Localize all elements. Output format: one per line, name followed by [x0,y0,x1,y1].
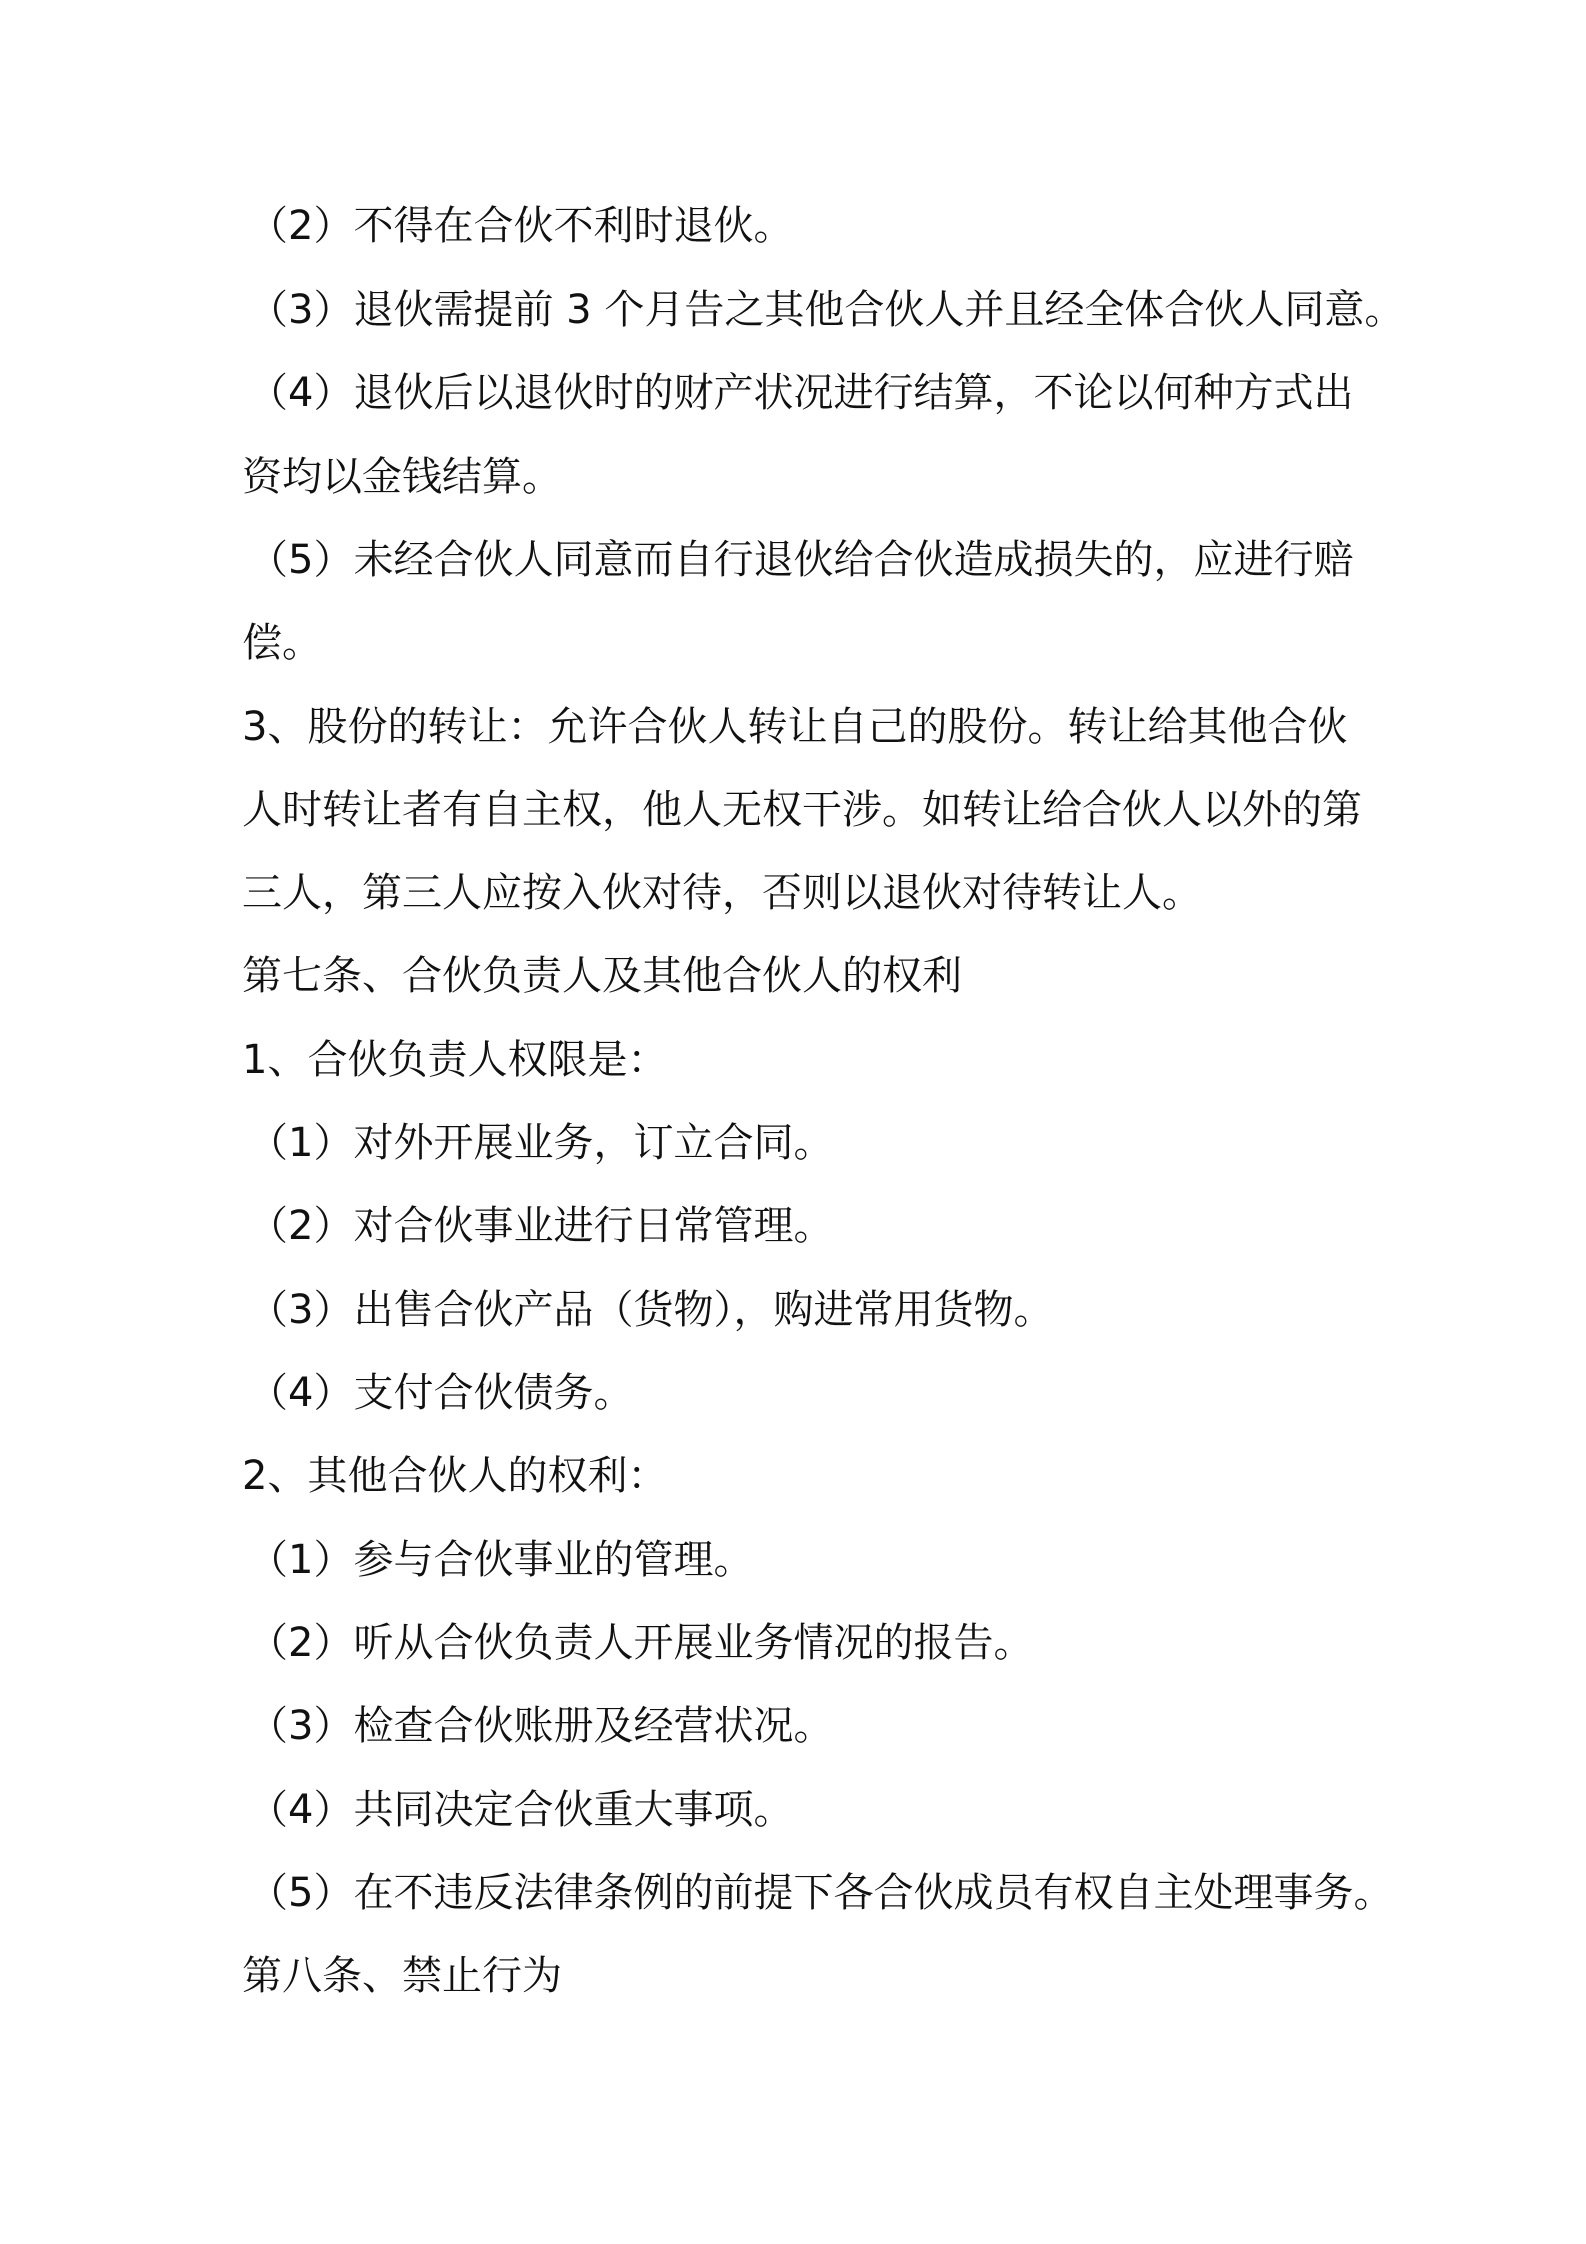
text-line: 三人，第三人应按入伙对待，否则以退伙对待转让人。 [242,870,1202,916]
text-line: 偿。 [242,620,322,666]
text-line: 2、其他合伙人的权利： [242,1453,668,1499]
text-line: （3）检查合伙账册及经营状况。 [248,1703,834,1749]
text-line: （4）退伙后以退伙时的财产状况进行结算，不论以何种方式出 [248,370,1354,416]
text-line: （5）在不违反法律条例的前提下各合伙成员有权自主处理事务。 [248,1870,1394,1916]
text-line: （1）对外开展业务，订立合同。 [248,1120,834,1166]
text-line: （3）出售合伙产品（货物），购进常用货物。 [248,1287,1054,1333]
text-line: （2）听从合伙负责人开展业务情况的报告。 [248,1620,1034,1666]
text-line: （3）退伙需提前 3 个月告之其他合伙人并且经全体合伙人同意。 [248,287,1405,333]
text-line: 人时转让者有自主权，他人无权干涉。如转让给合伙人以外的第 [242,787,1362,833]
text-line: （1）参与合伙事业的管理。 [248,1537,754,1583]
text-line: （4）支付合伙债务。 [248,1370,634,1416]
text-line: 1、合伙负责人权限是： [242,1037,668,1083]
text-line: （5）未经合伙人同意而自行退伙给合伙造成损失的，应进行赔 [248,537,1354,583]
text-line: 资均以金钱结算。 [242,454,562,500]
section-heading: 第七条、合伙负责人及其他合伙人的权利 [242,953,962,999]
text-line: 3、股份的转让：允许合伙人转让自己的股份。转让给其他合伙 [242,704,1348,750]
text-line: （4）共同决定合伙重大事项。 [248,1787,794,1833]
text-line: （2）对合伙事业进行日常管理。 [248,1203,834,1249]
text-line: （2）不得在合伙不利时退伙。 [248,203,794,249]
section-heading: 第八条、禁止行为 [242,1953,562,1999]
